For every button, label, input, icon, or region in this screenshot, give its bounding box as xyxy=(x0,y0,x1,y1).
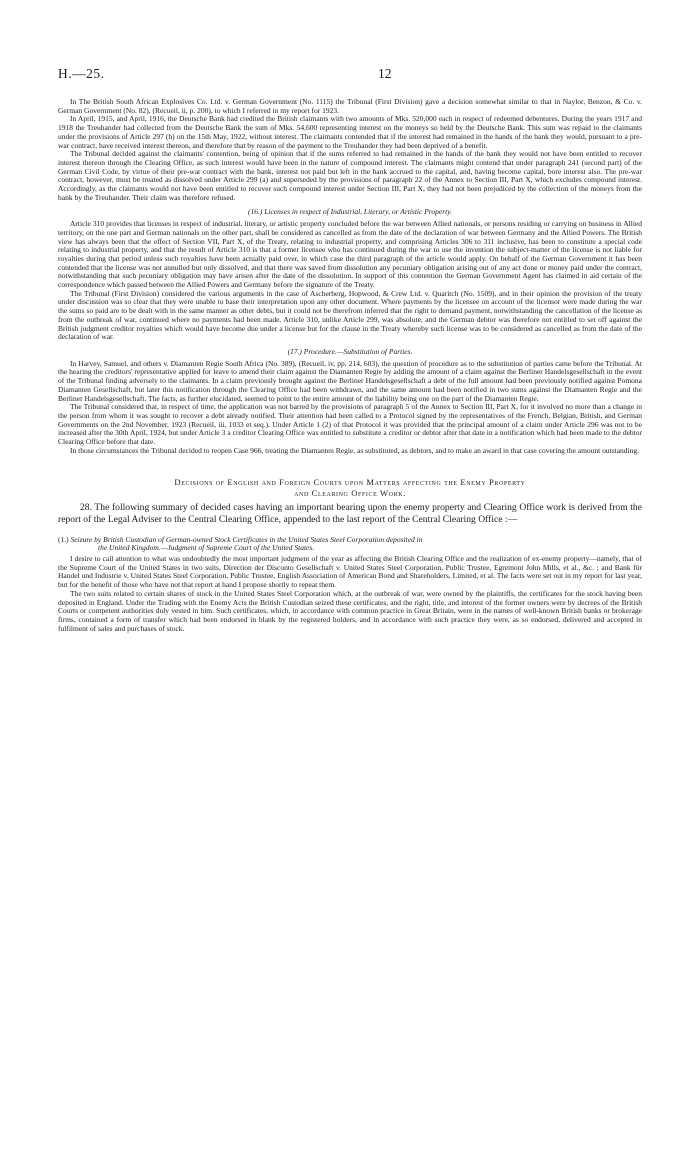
case-heading-line: the United Kingdom.—Judgment of Supreme Court of the United States. xyxy=(98,543,315,553)
section-title-line: Decisions of English and Foreign Courts upon Matters affecting the Enemy Property xyxy=(174,477,526,488)
case-number: (1.) xyxy=(58,534,69,544)
paragraph: In those circumstances the Tribunal decided to reopen Case 966, treating the Diamanten Regie, as substituted, as debtors, and to make an award in that case covering the amount outstanding. xyxy=(70,445,640,455)
section-title-line: and Clearing Office Work. xyxy=(294,487,406,498)
paragraph: Article 310 provides that licenses in respect of industrial, literary, or artistic property concluded before the war between Allied nationals, or persons residing or carrying on business in Allied territory, on the one part and German nationals on the other part, shall be considered as cancelled as from the date of the declaration of war between Germany and the Allied Powers. The British view has always been that the effect of Section VII, Part X, of the Treaty, relating to industrial property, and comprising Articles 306 to 311 inclusive, has been to constitute a special code relating to industrial property, and that the result of Article 310 is that a former licensee who has continued during the war to use the invention the subject-matter of the license is not liable for royalties during that period unless such royalties have been actually paid over, in which case the third paragraph of the article would apply. On behalf of the German Government it has been contended that the license was not annulled but only dissolved, and that there was saved from dissolution any pecuniary obligation arising out of any act done or money paid under the contract, notwithstanding that such pecuniary obligation may have arisen after the date of the dissolution. In support of this contention the German Government Agent has claimed in aid certain of the correspondence which passed between the Allied Powers and Germany before the signature of the Treaty. xyxy=(58,219,642,290)
page-number: 12 xyxy=(378,66,392,81)
paragraph: In April, 1915, and April, 1916, the Deutsche Bank had credited the British claimants with two amounts of Mks. 520,000 each in respect of redeemed debentures. During the years 1917 and 1918 the Treuhander had collected from the Deutsche Bank the sum of Mks. 54,600 representing interest on the moneys so held by the Deutsche Bank. This sum was repaid to the claimants under the provisions of Article 297 (h) on the 15th May, 1922, without interest. The claimants contended that if the interest had remained in the hands of the bank they would, pursuant to a pre-war contract, have received interest thereon, and therefore that by reason of the payment to the Treuhander they had been deprived of a benefit. xyxy=(58,114,642,150)
subheading-procedure: (17.) Procedure.—Substitution of Parties. xyxy=(287,346,413,356)
case-heading xyxy=(58,536,642,553)
paragraph: The Tribunal decided against the claimants' contention, being of opinion that if the sums referred to had remained in the hands of the bank they would not have been entitled to recover interest thereon through the Clearing Office, as such interest would have been in the nature of compound interest. The claimants might contend that under paragraph 241 (second part) of the German Civil Code, by virtue of their pre-war contract with the bank, interest not paid but left in the bank accrued to the capital, and, having become capital, bore interest also. The pre-war contract, however, must be treated as dissolved under Article 299 (a) and superseded by the provisions of paragraph 22 of the Annex to Section III, Part X, which excludes compound interest. Accordingly, as the claimants would not have been entitled to recover such compound interest under Section III, Part X, they had not been prejudiced by the collection of the moneys from the bank by the Treuhander. Their claim was therefore refused. xyxy=(58,149,642,202)
paragraph: In Harvey, Samuel, and others v. Diamanten Regie South Africa (No. 389), (Recueil, iv, pp. 214, 603), the question of procedure as to the substitution of parties came before the Tribunal. At the hearing the creditors' representative applied for leave to amend their claim against the Diamanten Regie by adding the amount of a claim against the Berliner Handelsgesellschaft in the event of the Tribunal finding adversely to the claimants. In a claim previously brought against the Berliner Handelsgesellschaft a debt of the full amount had been previously notified against Pomona Diamanten Gesellschaft, but later this notification through the Clearing Office had been withdrawn, and the same amount had been notified in two sums against the Diamanten Regie and the Berliner Handelsgesellschaft. The facts, as further elucidated, seemed to point to the entire amount of the liability being one on the part of the Diamanten Regie. xyxy=(58,358,642,403)
page-body xyxy=(58,98,642,633)
document-reference: H.—25. xyxy=(58,66,105,81)
paragraph: In The British South African Explosives Co. Ltd. v. German Government (No. 1115) the Tribunal (First Division) gave a decision somewhat similar to that in Naylor, Benzon, & Co. v. German Government (No. 82), (Recueil, ii, p. 200), to which I referred in my report for 1923. xyxy=(58,97,642,115)
paragraph: The Tribunal (First Division) considered the various arguments in the case of Ascherberg, Hopwood, & Crew Ltd. v. Quaritch (No. 1509), and in their opinion the provision of the treaty under discussion was so clear that they were unable to base their interpretation upon any other document. Where payments by the licensee on account of the licensor were made during the war the sums so paid are to be dealt with in the same manner as other debts, but it could not be therefrom inferred that the right to demand payment, notwithstanding the cancellation of the license as from the outbreak of war, continued where no payments had been made. Article 310, unlike Article 299, was absolute, and the German debtor was therefore not entitled to set off against the British judgment creditor royalties which would have become due under a license but for the clause in the Treaty whereby such license was to be considered as cancelled as from the date of the declaration of war. xyxy=(58,288,642,342)
paragraph: The two suits related to certain shares of stock in the United States Steel Corporation which, at the outbreak of war, were owned by the plaintiffs, the certificates for the stock having been deposited in England. Under the Trading with the Enemy Acts the British Custodian seized these certificates, and the right, title, and interest of the former owners were by decrees of the British Courts or competent authorities duly vested in him. Such certificates, which, in accordance with common practice in Great Britain, were in the names of well-known British banks or brokerage firms, contained a form of transfer which had been endorsed in blank by the registered holders, and in accordance with such practice they were, as so endorsed, delivered and accepted in fulfilment of sales and purchases of stock. xyxy=(58,588,642,633)
paragraph: The Tribunal considered that, in respect of time, the application was not barred by the provisions of paragraph 5 of the Annex to Section III, Part X, for it involved no more than a change in the person from whom it was sought to recover a debt already notified. Their attention had been called to a Protocol signed by the representatives of the French, Belgian, British, and German Governments on the 2nd November, 1923 (Recueil, iii, 1033 et seq.). Under Article 1 (2) of that Protocol it was provided that the principal amount of a claim under Article 296 was not to be increased after the 30th April, 1924, but under Article 3 a creditor Clearing Office was entitled to substitute a creditor or debtor after that date in a notification which had been made to the debtor Clearing Office before that date. xyxy=(58,402,642,447)
lead-paragraph: 28. The following summary of decided cases having an important bearing upon the enemy property and Clearing Office work is derived from the report of the Legal Adviser to the Central Clearing Office, appended to the last report of the Central Clearing Office :— xyxy=(58,502,642,526)
case-heading-line: Seizure by British Custodian of German-owned Stock Certificates in the United States Steel Corporation deposited in xyxy=(70,534,423,544)
subheading-licenses: (16.) Licenses in respect of Industrial, Literary, or Artistic Property. xyxy=(247,207,453,217)
section-title xyxy=(58,477,642,498)
page-header xyxy=(58,66,642,82)
paragraph: I desire to call attention to what was undoubtedly the most important judgment of the year as affecting the British Clearing Office and the realization of ex-enemy property—namely, that of the Supreme Court of the United States in two suits, Direction der Disconto Gesellschaft v. United States Steel Corporation, Public Trustee, Egremont John Mills, et al., &c. ; and Bank für Handel und Industrie v. United States Steel Corporation, Public Trustee, English Association of American Bond and Shareholders, Limited, et al. The facts were set out in my report for last year, but for the benefit of those who have not that report at hand I propose shortly to repeat them. xyxy=(58,554,642,590)
